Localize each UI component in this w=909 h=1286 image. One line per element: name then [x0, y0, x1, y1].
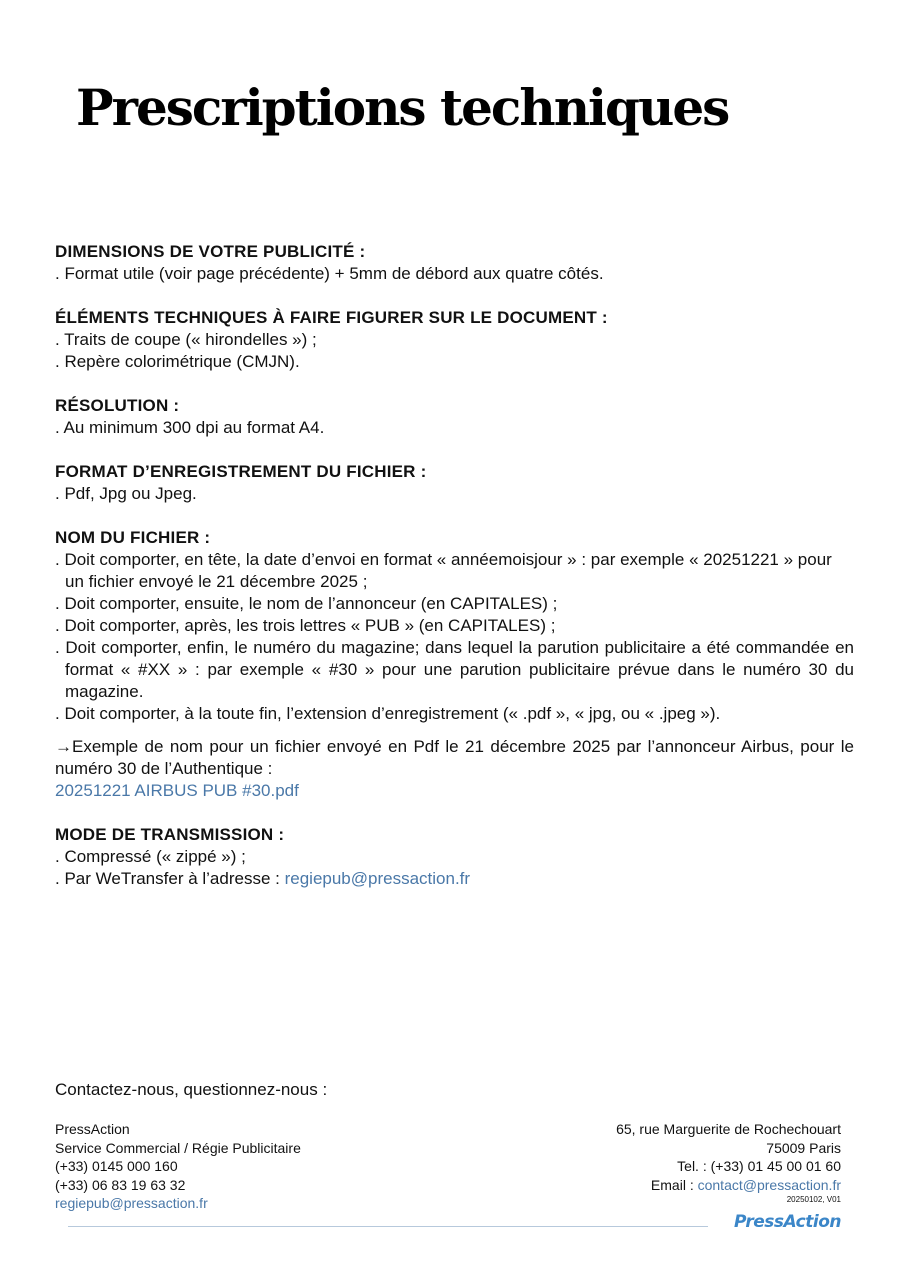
footer-divider [68, 1226, 708, 1227]
footer-email-link[interactable]: regiepub@pressaction.fr [55, 1195, 208, 1211]
document-body [55, 241, 854, 912]
section-heading: ÉLÉMENTS TECHNIQUES À FAIRE FIGURER SUR LE DOCUMENT : [55, 308, 608, 327]
pressaction-logo: PressAction [733, 1212, 841, 1232]
transmission-email-link[interactable]: regiepub@pressaction.fr [284, 869, 471, 888]
example-text: Exemple de nom pour un fichier envoyé en Pdf le 21 décembre 2025 par l’annonceur Airbus, pour le numéro 30 de l’Authentique : [55, 737, 854, 778]
section-line [55, 868, 854, 890]
arrow-right-icon: → [55, 737, 72, 756]
section-elements [55, 307, 854, 373]
section-line: . Format utile (voir page précédente) + 5mm de débord aux quatre côtés. [55, 264, 604, 283]
section-heading: FORMAT D’ENREGISTREMENT DU FICHIER : [55, 462, 427, 481]
email-label: Email : [650, 1176, 698, 1193]
section-line: . Pdf, Jpg ou Jpeg. [55, 484, 197, 503]
phone-2: (+33) 06 83 19 63 32 [55, 1176, 186, 1193]
phone-1: (+33) 0145 000 160 [55, 1158, 178, 1174]
section-heading: NOM DU FICHIER : [55, 528, 211, 547]
footer-contact-right [616, 1120, 841, 1206]
footer-contact-left [55, 1120, 301, 1213]
document-version: 20250102, V01 [786, 1195, 841, 1204]
department: Service Commercial / Régie Publicitaire [55, 1139, 301, 1156]
address-city: 75009 Paris [766, 1139, 841, 1156]
section-heading: RÉSOLUTION : [55, 396, 180, 415]
transmission-label: . Par WeTransfer à l’adresse : [55, 869, 285, 888]
contact-heading: Contactez-nous, questionnez-nous : [55, 1080, 328, 1099]
example-filename: 20251221 AIRBUS PUB #30.pdf [55, 781, 299, 800]
page-title: Prescriptions techniques [76, 78, 729, 137]
section-line: . Compressé (« zippé ») ; [55, 847, 246, 866]
list-item: . Doit comporter, enfin, le numéro du magazine; dans lequel la parution publicitaire a été commandée en format « #XX » : par exemple « #30 » pour une parution publicitaire prévue dans le numéro 30 du magazine. [55, 638, 854, 701]
section-filename [55, 527, 854, 802]
list-item: . Doit comporter, en tête, la date d’envoi en format « annéemoisjour » : par exemple « 20251221 » pour un fichier envoyé le 21 décembre 2025 ; [55, 550, 832, 591]
section-dimensions [55, 241, 854, 285]
section-line: . Au minimum 300 dpi au format A4. [55, 418, 325, 437]
address-street: 65, rue Marguerite de Rochechouart [616, 1121, 841, 1137]
section-transmission [55, 824, 854, 890]
list-item: . Doit comporter, après, les trois lettres « PUB » (en CAPITALES) ; [55, 616, 556, 635]
list-item: . Doit comporter, ensuite, le nom de l’annonceur (en CAPITALES) ; [55, 594, 558, 613]
section-format [55, 461, 854, 505]
example-paragraph [55, 736, 854, 780]
section-line: . Repère colorimétrique (CMJN). [55, 352, 300, 371]
section-line: . Traits de coupe (« hirondelles ») ; [55, 330, 317, 349]
contact-email-link[interactable]: contact@pressaction.fr [697, 1176, 841, 1193]
company-name: PressAction [55, 1121, 130, 1137]
list-item: . Doit comporter, à la toute fin, l’extension d’enregistrement (« .pdf », « jpg, ou « .jpeg »). [55, 704, 721, 723]
section-heading: MODE DE TRANSMISSION : [55, 825, 285, 844]
section-resolution [55, 395, 854, 439]
telephone: Tel. : (+33) 01 45 00 01 60 [677, 1158, 841, 1174]
section-heading: DIMENSIONS DE VOTRE PUBLICITÉ : [55, 242, 366, 261]
contact-email-row [616, 1176, 841, 1195]
